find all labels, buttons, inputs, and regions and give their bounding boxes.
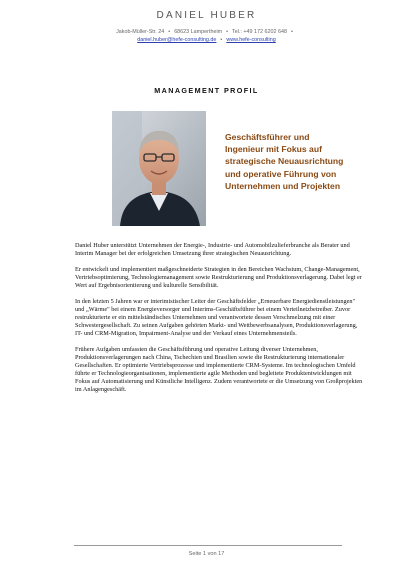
page-title: MANAGEMENT PROFIL — [154, 86, 259, 95]
paragraph-intro: Daniel Huber unterstützt Unternehmen der Energie-, Industrie- und Automobilzulieferbranche als Berater und Interim Manager bei der erfolgreichen Umsetzung ihrer strategischen Neuausrichtung. — [75, 242, 350, 257]
header-address-line — [0, 29, 413, 35]
city: 68623 Lampertheim — [174, 29, 223, 35]
paragraph-earlier-roles: Frühere Aufgaben umfassten die Geschäftsführung und operative Leitung diverser Unternehmen, Produktionsverlagerungen nach China, Tschechien und Brasilien sowie die Restrukturierung internationaler Gesellschaften. Er optimierte Vertriebsprozesse und implementierte CRM-Systeme. Im technologischen Umfeld führte er Technologieorganisationen, implementierte agile Methoden und begleitete Produktentwicklungen mit Fokus auf Automatisierung und Künstliche Intelligenz. Zudem verantwortete er die Umsetzung von Großprojekten im Anlagengeschäft. — [75, 346, 363, 393]
street-address: Jakob-Müller-Str. 24 — [116, 29, 165, 35]
profile-body — [75, 242, 365, 402]
tagline-line: Geschäftsführer und — [225, 132, 310, 142]
tagline-line: Ingenieur mit Fokus auf — [225, 144, 322, 155]
header-links-line — [0, 37, 413, 43]
paragraph-strategy: Er entwickelt und implementiert maßgeschneiderte Strategien in den Bereichen Wachstum, Change-Management, Vertriebsoptimierung, Technologiemanagement sowie Restrukturierung und Produktionsverlagerung. Dabei legt er Wert auf Ergebnisorientierung und kulturelle Sensibilität. — [75, 266, 362, 289]
tagline-line: Unternehmen und Projekten — [225, 180, 341, 191]
tagline-line: und operative Führung von — [225, 168, 337, 179]
separator: • — [168, 29, 171, 35]
tagline-line: strategische Neuausrichtung — [225, 156, 344, 167]
header-name: DANIEL HUBER — [156, 10, 257, 21]
page-number: Seite 1 von 17 — [188, 551, 225, 557]
portrait-photo — [112, 111, 206, 226]
separator: • — [291, 29, 293, 35]
separator: • — [226, 29, 229, 35]
tagline — [225, 131, 395, 192]
footer-divider — [74, 545, 342, 546]
website-link[interactable]: www.hefe-consulting — [226, 37, 276, 43]
separator: • — [220, 37, 223, 43]
phone: Tel.: +49 172 6202 648 — [232, 29, 288, 35]
email-link[interactable]: daniel.huber@hefe-consulting.de — [137, 37, 217, 43]
paragraph-recent-roles: In den letzten 5 Jahren war er interimistischer Leiter der Geschäftsfelder „Erneuerbare Energiedienstleistungen" und „Wärme" bei einem Energieversorger und Interims-Geschäftsführer bei einem Verteilnetzbetreiber. Zuvor restrukturierte er ein mittelständisches Unternehmen und verantwortete dessen Verschmelzung mit einer Schwestergesellschaft. Zu seinen Aufgaben gehörten Markt- und Wettbewerbsanalysen, Produktionsverlagerung, IT- und CRM-Migration, Impairment-Analyse und der Verkauf eines Unternehmensteils. — [75, 298, 358, 337]
